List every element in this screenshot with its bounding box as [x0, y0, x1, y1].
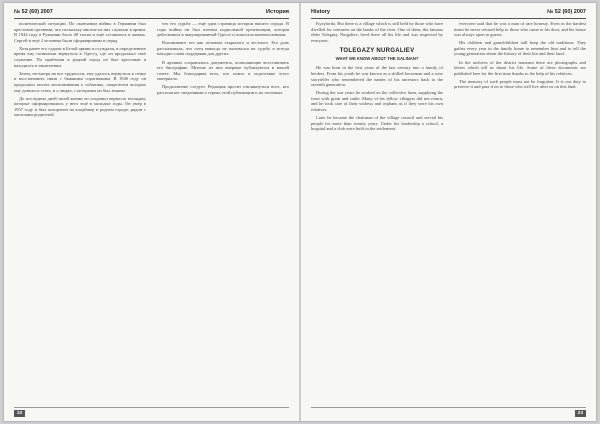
page-number: 23 — [575, 410, 586, 417]
right-page — [301, 3, 596, 421]
section-name: История — [266, 9, 289, 15]
paragraph: everyone said that he was a man of rare honesty. Even in the hardest times he never refused help to those who came to his door, and his house was always open to guests. — [454, 21, 586, 38]
text-column — [311, 21, 443, 401]
section-name: History — [311, 9, 330, 15]
right-page-body — [311, 21, 586, 403]
left-page-header — [14, 7, 289, 19]
text-column — [157, 21, 289, 401]
paragraph: Хотя ранее его судили в Белой армии и осуждали, в определенное время ему позволили вернуться в Одессу, где он продолжал своё служение. По прибытии в родной город он был арестован и находился в заключении. — [14, 45, 146, 68]
header-rule — [14, 18, 289, 19]
left-page-body — [14, 21, 289, 403]
issue-number: № 52 (60) 2007 — [547, 9, 586, 15]
paragraph: Продолжение следует. Редакция просит откликнуться всех, кто располагает сведениями о героях этой публикации и их потомках. — [157, 84, 289, 96]
text-column — [14, 21, 146, 401]
paragraph: политической ситуации. По окончании войны в Германии был арестован органами, что поскольку многие из них служили в армии. В 1944 году в Румынии было 48 тысяч и ещё оставались в живых. Сергей и ещё 2 человека были сформированы в отряд. — [14, 21, 146, 43]
article-title: TOLEGAZY NURGALIEV — [339, 48, 415, 55]
paragraph: Затем, несмотря на все трудности, ему удалось вернуться к семье и восстановить связи с бывшими соратниками. В 1946 году он продолжал писать воспоминания о событиях, свидетелем которых ему довелось стать, и о людях, с которыми он был знаком. — [14, 70, 146, 93]
paragraph: During the war years he worked on the collective farm, supplying the front with grain and cattle. Many of his fellow villagers did not return, and he took care of their widows and orphans as if they were his own relatives. — [311, 90, 443, 113]
paragraph: Вспоминают его как человека открытого и честного. Его дочь рассказывала, что отец никогда не жаловался на судьбу и всегда находил слова поддержки для других. — [157, 40, 289, 57]
paragraph: In the archives of the district museum there are photographs and letters which tell us about his life. Some of these documents are published here for the first time thanks to the help of his relatives. — [454, 59, 586, 76]
right-page-header — [311, 7, 586, 19]
header-rule — [311, 18, 586, 19]
paragraph: The memory of such people must not be forgotten. It is our duty to preserve it and pass it on to those who will live after us on this land. — [454, 78, 586, 90]
paragraph: В архивах сохранились документы, позволяющие восстановить его биографию. Многие из них впервые публикуются в нашей газете. Мы благодарим всех, кто помог в подготовке этого материала. — [157, 59, 289, 82]
footer-rule — [311, 407, 586, 408]
left-page — [4, 3, 299, 421]
paragraph: He was born in the first years of the last century into a family of herders. From his youth he was known as a skilled horseman and a wise storyteller who remembered the names of his ancestors back to the seventh generation. — [311, 65, 443, 88]
paragraph: что его судьба — ещё одна страница истории нашего города. В годы войны он был членом подпольной организации, которая действовала в оккупированной Одессе и помогала военнопленным. — [157, 21, 289, 38]
page-number: 22 — [14, 410, 25, 417]
text-column — [454, 21, 586, 401]
paragraph: Kyzylorda. But there is a village which is still held by those who have dwelled for centuries on the banks of the river. One of them, the famous elder Tolegazy Nurgaliev, lived there all his life and was respected by everyone. — [311, 21, 443, 43]
paragraph: До последних дней своей жизни он сохранил верность взглядам, которые сформировались у него ещё в молодые годы. Он умер в 1957 году и был похоронен на кладбище в родном городе, рядом с могилами родителей. — [14, 95, 146, 118]
newspaper-spread — [4, 3, 596, 421]
footer-rule — [14, 407, 289, 408]
paragraph: Later he became the chairman of the village council and served his people for more than twenty years. Under his leadership a school, a hospital and a club were built in the settlement. — [311, 115, 443, 132]
paragraph: His children and grandchildren still keep the old traditions. They gather every year in the family home to remember him and to tell the young generation about the history of their kin and their land. — [454, 40, 586, 57]
issue-number: № 52 (60) 2007 — [14, 9, 53, 15]
article-subtitle: WHAT WE KNOW ABOUT THE GALINAN? — [335, 56, 419, 62]
